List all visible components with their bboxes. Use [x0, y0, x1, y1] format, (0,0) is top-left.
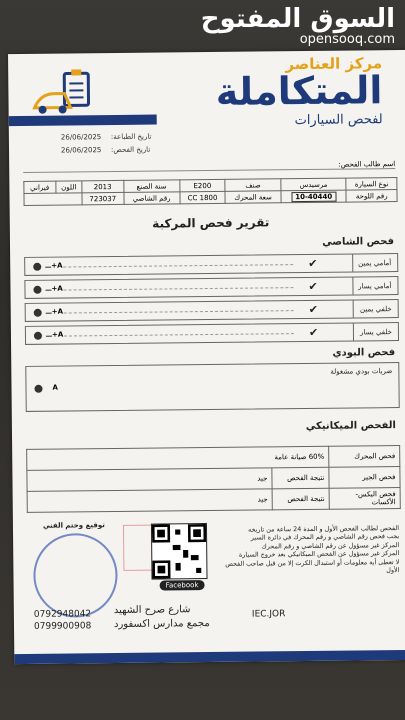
mech-section-title: الفحص الميكانيكي	[305, 420, 396, 433]
phone-1: 0792948042	[33, 609, 92, 620]
print-date-value: 26/06/2025	[60, 133, 102, 142]
body-note: ضربات بودي مشغولة	[330, 367, 393, 376]
engine-label: سعة المحرك	[225, 191, 281, 204]
center-logo-text	[215, 54, 382, 129]
notes-block	[219, 524, 400, 576]
opensooq-watermark	[201, 4, 395, 47]
result-dot-icon	[33, 286, 41, 294]
row-divider	[353, 323, 354, 340]
result-dot-icon	[34, 332, 42, 340]
watermark-url: opensooq.com	[299, 32, 395, 47]
watermark-arabic: السوق المفتوح	[200, 4, 395, 34]
body-section-title: فحص البودي	[332, 347, 396, 359]
type-value: مرسيدس	[281, 178, 347, 191]
chassis-row	[24, 276, 398, 299]
year-label: سنة الصنع	[123, 180, 179, 193]
note-line: لا تعطى أية معلومات أو استبدال الكرت إلا من قبل صاحب الفحص الأول	[225, 557, 400, 575]
center-stamp-icon	[33, 533, 118, 618]
row-dashed-line	[63, 264, 293, 267]
footer-accent-bar	[14, 650, 405, 664]
plate-label: رقم اللوحة	[346, 190, 397, 203]
engine-value: 1800 CC	[180, 191, 226, 203]
body-check-box	[25, 362, 399, 412]
color-value: فيراني	[24, 181, 56, 193]
logo-line-1: مركز العناصر	[285, 54, 383, 74]
chassis-row-value: +A	[51, 307, 64, 316]
chassis-row-label: أمامي يسار	[358, 282, 392, 291]
vehicle-info-table	[23, 177, 397, 206]
report-title: تقرير فحص المركبة	[152, 215, 270, 231]
row-dashed-line	[64, 310, 294, 313]
gear-check-label: فحص الجير	[329, 467, 400, 489]
chassis-row	[25, 299, 399, 322]
result-dot-icon	[33, 263, 41, 271]
row-divider	[353, 300, 354, 317]
chassis-section-title: فحص الشاصي	[322, 236, 395, 248]
chassis-row-value: +A	[51, 261, 63, 270]
gear-result-value: جيد	[27, 468, 272, 492]
chassis-row-label: خلفي يسار	[359, 328, 392, 337]
row-dashed-line	[63, 287, 293, 290]
note-line: الفحص لطالب الفحص الأول و المدة 24 ساعة من تاريخه	[248, 524, 400, 534]
result-dot-icon	[34, 385, 42, 393]
check-mark-icon: ✔	[308, 279, 318, 293]
signature-label: توقيع وختم الفني	[42, 521, 105, 530]
check-mark-icon: ✔	[308, 325, 319, 339]
red-stamp-icon	[123, 525, 153, 571]
address-line-2: مجمع مدارس اكسفورد	[113, 618, 210, 631]
row-divider	[352, 255, 353, 272]
year-value: 2013	[82, 180, 124, 192]
logo-line-3: لفحص السيارات	[294, 112, 383, 129]
check-mark-icon: ✔	[308, 302, 318, 316]
chassis-row-label: أمامي يمين	[358, 259, 392, 268]
chassis-label: رقم الشاصي	[123, 192, 179, 205]
chassis-row-value: +A	[51, 284, 63, 293]
chassis-row	[25, 322, 399, 345]
class-label: صنف	[225, 179, 281, 192]
class-value: E200	[179, 179, 225, 191]
logo-line-2: المتكاملة	[215, 68, 383, 114]
body-value: A	[52, 383, 58, 392]
note-line: المركز غير مسؤول عن رقم الشاصي و رقم المحرك	[261, 540, 400, 551]
result-dot-icon	[34, 309, 42, 317]
applicant-label: اسم طالب الفحص:	[338, 160, 396, 169]
engine-check-label: فحص المحرك	[329, 446, 400, 468]
row-divider	[352, 278, 353, 295]
qr-code-icon	[151, 523, 208, 580]
chassis-row-value: +A	[51, 330, 64, 339]
chassis-value: 723037	[82, 192, 124, 204]
print-date-label: تاريخ الطباعة:	[110, 132, 152, 142]
plate-cell	[281, 190, 347, 203]
engine-check-value: 60% صيانة عامة	[27, 446, 329, 470]
gear-result-label: نتيجة الفحص	[272, 467, 329, 489]
box-check-label: فحص البكس-الأكسات	[329, 488, 400, 510]
box-result-value: جيد	[27, 489, 272, 513]
inspect-date-label: تاريخ الفحص:	[110, 145, 151, 155]
facebook-caption: Facebook	[160, 580, 205, 590]
mechanical-table	[26, 445, 401, 513]
row-dashed-line	[64, 333, 294, 336]
chassis-row-label: خلفي يمين	[359, 305, 392, 314]
inspection-report-paper	[8, 50, 405, 664]
note-line: يجب فحص رقم الشاصي و رقم المحرك في دائرة السير	[250, 532, 400, 542]
chassis-row	[24, 253, 398, 276]
inspect-date-value: 26/06/2025	[60, 146, 102, 155]
address-line-1: شارع صرح الشهيد	[113, 604, 191, 617]
type-label: نوع السيارة	[346, 178, 397, 191]
check-mark-icon: ✔	[308, 256, 318, 270]
plate-value: 10-40440	[291, 191, 336, 201]
box-result-label: نتيجة الفحص	[272, 488, 329, 510]
empty-cell	[24, 193, 82, 206]
phone-2: 0799900908	[33, 621, 92, 632]
applicant-name-field	[23, 160, 395, 173]
color-label: اللون	[55, 181, 82, 193]
note-line: المركز غير مسؤول عن الفحص الميكانيكي بعد خروج السيارة	[238, 549, 400, 559]
header-accent-bar	[9, 115, 157, 127]
social-handle: IEC.JOR	[251, 609, 286, 620]
